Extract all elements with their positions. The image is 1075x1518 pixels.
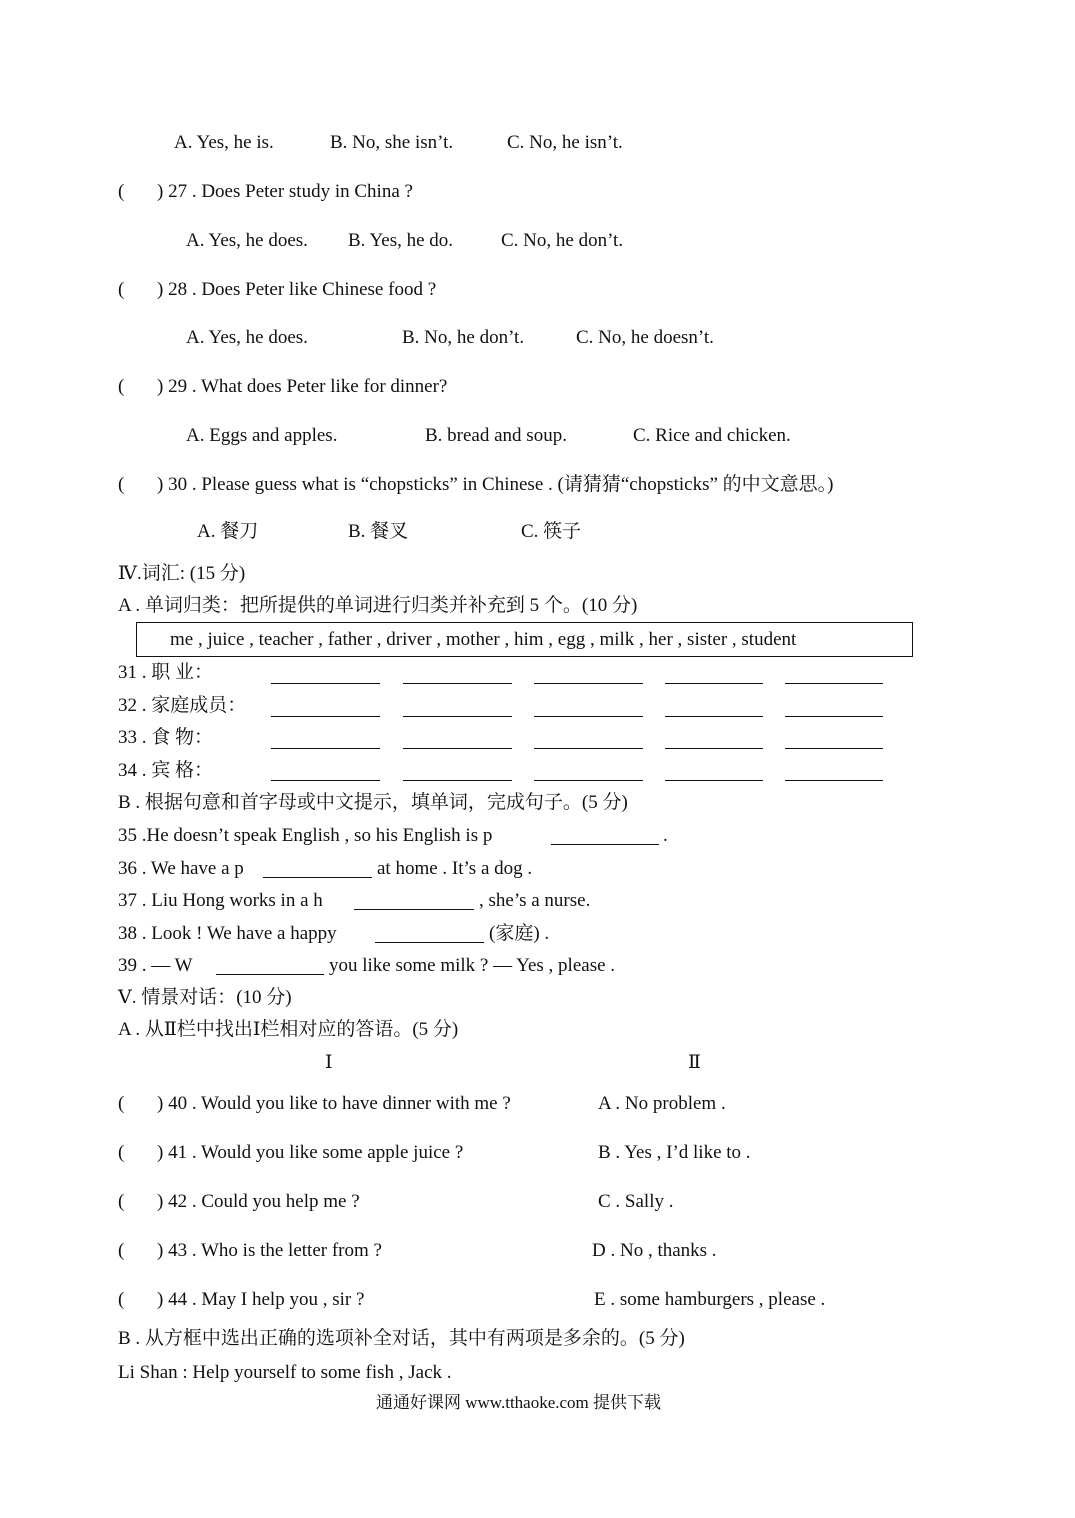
q29-option-b: B. bread and soup. [425, 425, 567, 446]
match-option-c: C . Sally . [598, 1191, 674, 1212]
q29-option-a: A. Eggs and apples. [186, 425, 338, 446]
fill-36-blank[interactable] [263, 877, 372, 878]
fill-39-post: you like some milk ? — Yes , please . [329, 955, 616, 976]
word-box-text: me , juice , teacher , father , driver , mother , him , egg , milk , her , sister , student [170, 629, 797, 650]
q29-paren: ( [118, 376, 125, 397]
match-44-paren: ( [118, 1289, 125, 1310]
section4-partA-title: A . 单词归类：把所提供的单词进行归类并补充到 5 个。(10 分) [118, 595, 638, 616]
q27-paren: ( [118, 181, 125, 202]
fill-37-post: , she’s a nurse. [479, 890, 591, 911]
q30-stem: ) 30 . Please guess what is “chopsticks” in Chinese . (请猜猜“chopsticks” 的中文意思。) [157, 474, 834, 495]
match-option-e: E . some hamburgers , please . [594, 1289, 826, 1310]
blank-31-2[interactable] [403, 683, 512, 684]
blank-32-4[interactable] [665, 716, 763, 717]
match-43-question: ) 43 . Who is the letter from ? [157, 1240, 382, 1261]
q28-option-a: A. Yes, he does. [186, 327, 308, 348]
q28-stem: ) 28 . Does Peter like Chinese food ? [157, 279, 437, 300]
q27-stem: ) 27 . Does Peter study in China ? [157, 181, 413, 202]
column-2-header: Ⅱ [688, 1052, 701, 1073]
match-40-question: ) 40 . Would you like to have dinner with me ? [157, 1093, 511, 1114]
category-33: 33 . 食 物： [118, 727, 214, 748]
blank-32-3[interactable] [534, 716, 643, 717]
blank-33-3[interactable] [534, 748, 643, 749]
fill-37-blank[interactable] [354, 909, 474, 910]
q30-option-b: B. 餐叉 [348, 521, 409, 542]
match-42-paren: ( [118, 1191, 125, 1212]
category-32: 32 . 家庭成员： [118, 695, 247, 716]
q26-option-c: C. No, he isn’t. [507, 132, 623, 153]
match-option-d: D . No , thanks . [592, 1240, 717, 1261]
fill-39-pre: 39 . — W [118, 955, 193, 976]
q27-option-b: B. Yes, he do. [348, 230, 454, 251]
fill-37-pre: 37 . Liu Hong works in a h [118, 890, 323, 911]
blank-34-1[interactable] [271, 780, 380, 781]
fill-36-pre: 36 . We have a p [118, 858, 244, 879]
q26-option-a: A. Yes, he is. [174, 132, 274, 153]
fill-38-pre: 38 . Look ! We have a happy [118, 923, 337, 944]
q28-option-c: C. No, he doesn’t. [576, 327, 714, 348]
fill-35-blank[interactable] [551, 844, 659, 845]
section5-title: Ⅴ. 情景对话：(10 分) [118, 987, 292, 1008]
category-31: 31 . 职 业： [118, 662, 214, 683]
match-option-b: B . Yes , I’d like to . [598, 1142, 751, 1163]
section5-partB-title: B . 从方框中选出正确的选项补全对话，其中有两项是多余的。(5 分) [118, 1328, 685, 1349]
blank-34-2[interactable] [403, 780, 512, 781]
q27-option-a: A. Yes, he does. [186, 230, 308, 251]
fill-38-blank[interactable] [375, 942, 484, 943]
section4-title: Ⅳ.词汇: (15 分) [118, 563, 246, 584]
fill-39-blank[interactable] [216, 974, 324, 975]
fill-35-pre: 35 .He doesn’t speak English , so his English is p [118, 825, 493, 846]
q26-option-b: B. No, she isn’t. [330, 132, 454, 153]
q30-option-a: A. 餐刀 [197, 521, 259, 542]
match-41-question: ) 41 . Would you like some apple juice ? [157, 1142, 464, 1163]
blank-33-5[interactable] [785, 748, 883, 749]
blank-34-5[interactable] [785, 780, 883, 781]
q27-option-c: C. No, he don’t. [501, 230, 624, 251]
section4-partB-title: B . 根据句意和首字母或中文提示，填单词，完成句子。(5 分) [118, 792, 628, 813]
blank-31-3[interactable] [534, 683, 643, 684]
page-footer: 通通好课网 www.tthaoke.com 提供下载 [376, 1393, 662, 1412]
blank-32-1[interactable] [271, 716, 380, 717]
match-44-question: ) 44 . May I help you , sir ? [157, 1289, 365, 1310]
blank-32-2[interactable] [403, 716, 512, 717]
section5-partA-title: A . 从Ⅱ栏中找出Ⅰ栏相对应的答语。(5 分) [118, 1019, 459, 1040]
blank-33-1[interactable] [271, 748, 380, 749]
q29-option-c: C. Rice and chicken. [633, 425, 791, 446]
fill-35-post: . [663, 825, 668, 846]
blank-34-4[interactable] [665, 780, 763, 781]
fill-36-post: at home . It’s a dog . [377, 858, 533, 879]
blank-32-5[interactable] [785, 716, 883, 717]
q28-option-b: B. No, he don’t. [402, 327, 525, 348]
blank-34-3[interactable] [534, 780, 643, 781]
fill-38-post: (家庭) . [489, 923, 550, 944]
category-34: 34 . 宾 格： [118, 760, 214, 781]
q28-paren: ( [118, 279, 125, 300]
match-43-paren: ( [118, 1240, 125, 1261]
match-40-paren: ( [118, 1093, 125, 1114]
match-42-question: ) 42 . Could you help me ? [157, 1191, 360, 1212]
blank-31-5[interactable] [785, 683, 883, 684]
match-option-a: A . No problem . [598, 1093, 726, 1114]
column-1-header: Ⅰ [325, 1052, 333, 1073]
q29-stem: ) 29 . What does Peter like for dinner? [157, 376, 448, 397]
dialogue-line: Li Shan : Help yourself to some fish , Jack . [118, 1362, 452, 1383]
blank-31-1[interactable] [271, 683, 380, 684]
blank-33-2[interactable] [403, 748, 512, 749]
match-41-paren: ( [118, 1142, 125, 1163]
blank-33-4[interactable] [665, 748, 763, 749]
q30-paren: ( [118, 474, 125, 495]
q30-option-c: C. 筷子 [521, 521, 582, 542]
blank-31-4[interactable] [665, 683, 763, 684]
